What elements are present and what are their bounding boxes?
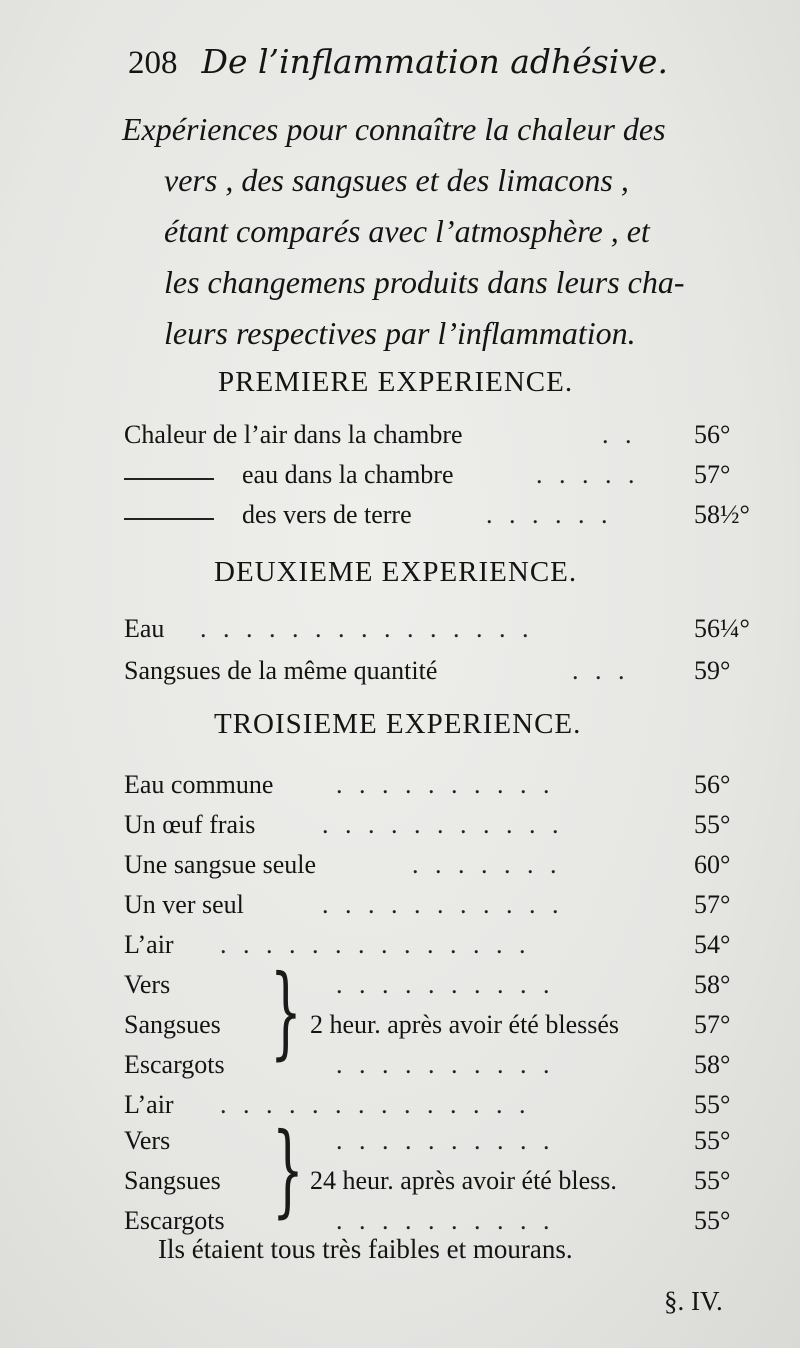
table-row: [124, 1050, 762, 1090]
leader-dots: . . . . .: [536, 460, 640, 489]
row-value: 55°: [694, 1166, 731, 1195]
leader-dots: . . . . . . .: [412, 850, 562, 879]
leader-dots: . . . . . . . . . .: [336, 970, 555, 999]
row-value: 60°: [694, 850, 731, 879]
leader-dots: . . . . . . . . . . . . . .: [220, 930, 531, 959]
ditto-dash: [124, 478, 214, 480]
leader-dots: . . . . . . . . . .: [336, 770, 555, 799]
row-label: Escargots: [124, 1050, 225, 1079]
intro-line: vers , des sangsues et des limacons ,: [164, 162, 629, 198]
intro-line: Expériences pour connaître la chaleur des: [122, 111, 666, 147]
table-row: [124, 930, 762, 970]
row-label: Sangsues: [124, 1010, 221, 1039]
row-label: Vers: [124, 1126, 171, 1155]
table-row: [124, 890, 762, 930]
row-value: 55°: [694, 1206, 731, 1235]
row-value: 58½°: [694, 500, 750, 529]
table-row: [124, 500, 762, 540]
row-value: 59°: [694, 656, 731, 685]
leader-dots: . . . . . . . . . .: [336, 1126, 555, 1155]
row-label: L’air: [124, 930, 174, 959]
row-value: 55°: [694, 1126, 731, 1155]
table-row: [124, 656, 762, 696]
leader-dots: . . . . . . . . . . .: [322, 890, 564, 919]
leader-dots: . . . . . . . . . .: [336, 1206, 555, 1235]
row-value: 55°: [694, 1090, 731, 1119]
row-value: 55°: [694, 810, 731, 839]
table-row: [124, 1090, 762, 1130]
row-value: 56°: [694, 420, 731, 449]
table-row: [124, 614, 762, 654]
row-label: Sangsues: [124, 1166, 221, 1195]
catchword: §. IV.: [664, 1286, 723, 1316]
row-label: Un ver seul: [124, 890, 244, 919]
running-head: [128, 42, 708, 92]
running-title: De l’inflammation adhésive.: [201, 42, 668, 81]
right-brace: }: [272, 1111, 304, 1228]
row-label: L’air: [124, 1090, 174, 1119]
leader-dots: . . . . . . . . . .: [336, 1050, 555, 1079]
row-label: eau dans la chambre: [242, 460, 454, 489]
brace-note: 24 heur. après avoir été bless.: [310, 1166, 617, 1195]
row-value: 56°: [694, 770, 731, 799]
intro-line: étant comparés avec l’atmosphère , et: [164, 213, 650, 249]
table-row: [124, 770, 762, 810]
row-label: Eau: [124, 614, 165, 643]
leader-dots: . . .: [572, 656, 630, 685]
row-label: Chaleur de l’air dans la chambre: [124, 420, 463, 449]
leader-dots: . . . . . . . . . . .: [322, 810, 564, 839]
row-label: Eau commune: [124, 770, 274, 799]
row-value: 57°: [694, 1010, 731, 1039]
row-label: Escargots: [124, 1206, 225, 1235]
table-row: [124, 850, 762, 890]
row-value: 57°: [694, 890, 731, 919]
table-row: [124, 460, 762, 500]
row-label: Sangsues de la même quantité: [124, 656, 438, 685]
intro-line: les changemens produits dans leurs cha-: [164, 264, 685, 300]
row-value: 54°: [694, 930, 731, 959]
experiment-title: DEUXIEME EXPERIENCE.: [214, 556, 578, 588]
closing-sentence: Ils étaient tous très faibles et mourans.: [158, 1234, 573, 1264]
leader-dots: . . . . . . . . . . . . . . .: [200, 614, 534, 643]
intro-line: leurs respectives par l’inflammation.: [164, 315, 636, 351]
table-row: [124, 420, 762, 460]
row-value: 58°: [694, 970, 731, 999]
table-row: [124, 1126, 762, 1166]
row-value: 57°: [694, 460, 731, 489]
page-number: 208: [128, 45, 178, 81]
row-value: 56¼°: [694, 614, 750, 643]
row-label: Un œuf frais: [124, 810, 256, 839]
leader-dots: . .: [602, 420, 637, 449]
brace-note: 2 heur. après avoir été blessés: [310, 1010, 620, 1039]
row-value: 58°: [694, 1050, 731, 1079]
leader-dots: . . . . . .: [486, 500, 613, 529]
table-row: [124, 970, 762, 1010]
row-label: des vers de terre: [242, 500, 412, 529]
right-brace: }: [270, 953, 302, 1070]
experiment-title: TROISIEME EXPERIENCE.: [214, 708, 582, 740]
row-label: Une sangsue seule: [124, 850, 317, 879]
row-label: Vers: [124, 970, 171, 999]
ditto-dash: [124, 518, 214, 520]
intro-paragraph: [122, 104, 758, 359]
leader-dots: . . . . . . . . . . . . . .: [220, 1090, 531, 1119]
table-row: [124, 810, 762, 850]
experiment-title: PREMIERE EXPERIENCE.: [218, 366, 574, 398]
